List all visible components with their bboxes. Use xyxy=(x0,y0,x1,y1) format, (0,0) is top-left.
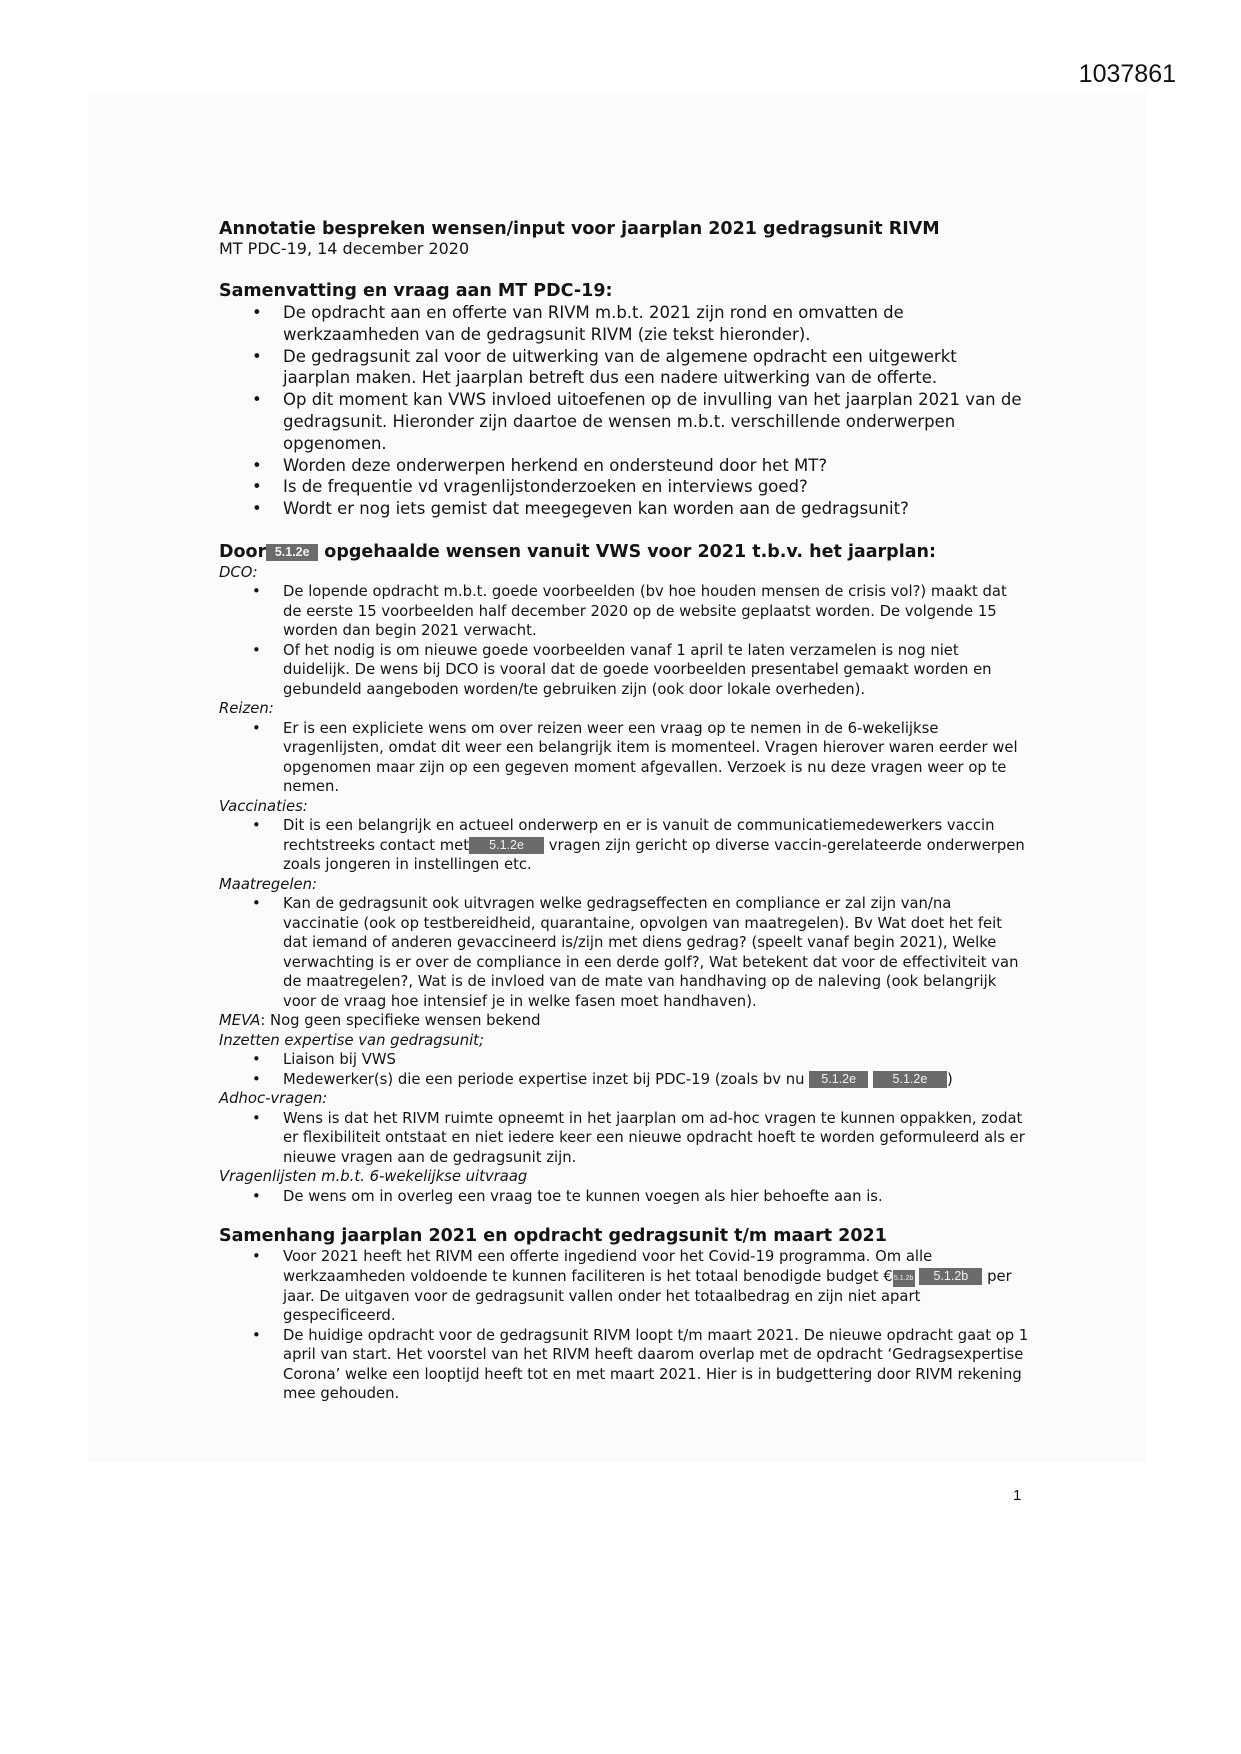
label-vragenlijsten: Vragenlijsten m.b.t. 6-wekelijkse uitvraag xyxy=(219,1168,528,1186)
vaccinaties-list xyxy=(219,816,1029,875)
label-meva: MEVA xyxy=(219,1012,261,1030)
document-title: Annotatie bespreken wensen/input voor jaarplan 2021 gedragsunit RIVM xyxy=(219,219,940,239)
maatregelen-list xyxy=(219,894,1029,1011)
list-item xyxy=(219,816,1029,875)
vragenlijsten-list xyxy=(219,1187,1029,1207)
adhoc-list xyxy=(219,1109,1029,1168)
reizen-list xyxy=(219,719,1029,797)
summary-heading: Samenvatting en vraag aan MT PDC-19: xyxy=(219,281,613,301)
redaction-box: 5.1.2b xyxy=(893,1270,915,1287)
label-reizen: Reizen: xyxy=(219,700,274,718)
wishes-heading-start: Door xyxy=(219,541,267,562)
wishes-heading xyxy=(219,541,1029,563)
list-item: • De gedragsunit zal voor de uitwerking van de algemene opdracht een uitgewerkt jaarplan maken. Het jaarplan betreft dus een nadere uitwerking van de offerte. xyxy=(219,346,1029,390)
vaccinaties-text-end: vragen zijn gericht op diverse vaccin-gerelateerde onderwerpen zoals jongeren in instellingen etc. xyxy=(283,836,1025,874)
list-item xyxy=(219,1247,1029,1326)
inzetten-text-start: Medewerker(s) die een periode expertise inzet bij PDC-19 (zoals bv nu xyxy=(283,1070,805,1088)
label-inzetten: Inzetten expertise van gedragsunit; xyxy=(219,1031,484,1049)
samenhang-list xyxy=(219,1247,1029,1404)
list-item: • De opdracht aan en offerte van RIVM m.b.t. 2021 zijn rond en omvatten de werkzaamheden van de gedragsunit RIVM (zie tekst hieronder). xyxy=(219,302,1029,346)
list-item: • De lopende opdracht m.b.t. goede voorbeelden (bv hoe houden mensen de crisis vol?) maakt dat de eerste 15 voorbeelden half december 2020 op de website geplaatst worden. De volgende 15 worden dan begin 2021 verwacht. xyxy=(219,582,1029,641)
list-item: • Wens is dat het RIVM ruimte opneemt in het jaarplan om ad-hoc vragen te kunnen oppakken, zodat er flexibiliteit ontstaat en niet iedere keer een nieuwe opdracht hoeft te worden geformuleerd als er nieuwe vragen aan de gedragsunit zijn. xyxy=(219,1109,1029,1168)
vaccinaties-text-start: Dit is een belangrijk en actueel onderwerp en er is vanuit de communicatiemedewerkers vaccin rechtstreeks contact met xyxy=(283,817,995,854)
samenhang-text-start: Voor 2021 heeft het RIVM een offerte ingediend voor het Covid-19 programma. Om alle werkzaamheden voldoende te kunnen faciliteren is het totaal benodigde budget € xyxy=(283,1248,933,1285)
redaction-box: 5.1.2e xyxy=(873,1071,947,1088)
list-item: • De wens om in overleg een vraag toe te kunnen voegen als hier behoefte aan is. xyxy=(219,1187,1029,1207)
inzetten-text-end: ) xyxy=(946,1070,953,1088)
redaction-box: 5.1.2e xyxy=(469,837,544,854)
document-subtitle: MT PDC-19, 14 december 2020 xyxy=(219,240,470,258)
samenhang-text-end: per jaar. De uitgaven voor de gedragsunit vallen onder het totaalbedrag en zijn niet apart gespecificeerd. xyxy=(283,1267,1012,1325)
redaction-box: 5.1.2e xyxy=(266,544,318,561)
page-number: 1 xyxy=(1013,1487,1022,1504)
list-item: • Kan de gedragsunit ook uitvragen welke gedragseffecten en compliance er zal zijn van/na vaccinatie (ook op testbereidheid, quarantaine, opvolgen van maatregelen). Bv Wat doet het feit dat iemand of anderen gevaccineerd is/zijn met diens gedrag? (speelt vanaf begin 2021), Welke verwachting is er over de compliance in een derde golf?, Wat betekent dat voor de effectiviteit van de maatregelen?, Wat is de invloed van de mate van handhaving op de naleving (ook belangrijk voor de vraag hoe intensief je in welke fasen moet handhaven). xyxy=(219,894,1029,1011)
wishes-heading-end: opgehaalde wensen vanuit VWS voor 2021 t.b.v. het jaarplan: xyxy=(324,541,936,562)
redaction-box: 5.1.2e xyxy=(809,1071,868,1088)
meva-text: : Nog geen specifieke wensen bekend xyxy=(260,1012,541,1030)
list-item: • Op dit moment kan VWS invloed uitoefenen op de invulling van het jaarplan 2021 van de gedragsunit. Hieronder zijn daartoe de wensen m.b.t. verschillende onderwerpen opgenomen. xyxy=(219,389,1029,454)
list-item: • Is de frequentie vd vragenlijstonderzoeken en interviews goed? xyxy=(219,476,1029,498)
summary-list xyxy=(219,302,1029,520)
label-maatregelen: Maatregelen: xyxy=(219,875,317,893)
label-adhoc: Adhoc-vragen: xyxy=(219,1090,328,1108)
list-item: • Of het nodig is om nieuwe goede voorbeelden vanaf 1 april te laten verzamelen is nog niet duidelijk. De wens bij DCO is vooral dat de goede voorbeelden presentabel gemaakt worden en gebundeld aangeboden worden/te gebruiken zijn (ook door lokale overheden). xyxy=(219,641,1029,700)
redaction-box: 5.1.2b xyxy=(919,1268,982,1285)
list-item: • De huidige opdracht voor de gedragsunit RIVM loopt t/m maart 2021. De nieuwe opdracht gaat op 1 april van start. Het voorstel van het RIVM heeft daarom overlap met de opdracht ‘Gedragsexpertise Corona’ welke een looptijd heeft tot en met maart 2021. Hier is in budgettering door RIVM rekening mee gehouden. xyxy=(219,1326,1029,1404)
list-item: • Liaison bij VWS xyxy=(219,1050,1029,1070)
meva-line xyxy=(219,1011,1029,1031)
document-id: 1037861 xyxy=(1078,60,1176,88)
samenhang-heading: Samenhang jaarplan 2021 en opdracht gedragsunit t/m maart 2021 xyxy=(219,1226,887,1247)
list-item xyxy=(219,1070,1029,1090)
list-item: • Worden deze onderwerpen herkend en ondersteund door het MT? xyxy=(219,455,1029,477)
dco-list xyxy=(219,582,1029,699)
label-vaccinaties: Vaccinaties: xyxy=(219,797,308,815)
document-content xyxy=(219,218,1029,1404)
list-item: • Wordt er nog iets gemist dat meegegeven kan worden aan de gedragsunit? xyxy=(219,498,1029,520)
list-item: • Er is een expliciete wens om over reizen weer een vraag op te nemen in de 6-wekelijkse vragenlijsten, omdat dit weer een belangrijk item is momenteel. Vragen hierover waren eerder wel opgenomen maar zijn op een gegeven moment afgevallen. Verzoek is nu deze vragen weer op te nemen. xyxy=(219,719,1029,797)
inzetten-list xyxy=(219,1050,1029,1089)
label-dco: DCO: xyxy=(219,563,258,581)
